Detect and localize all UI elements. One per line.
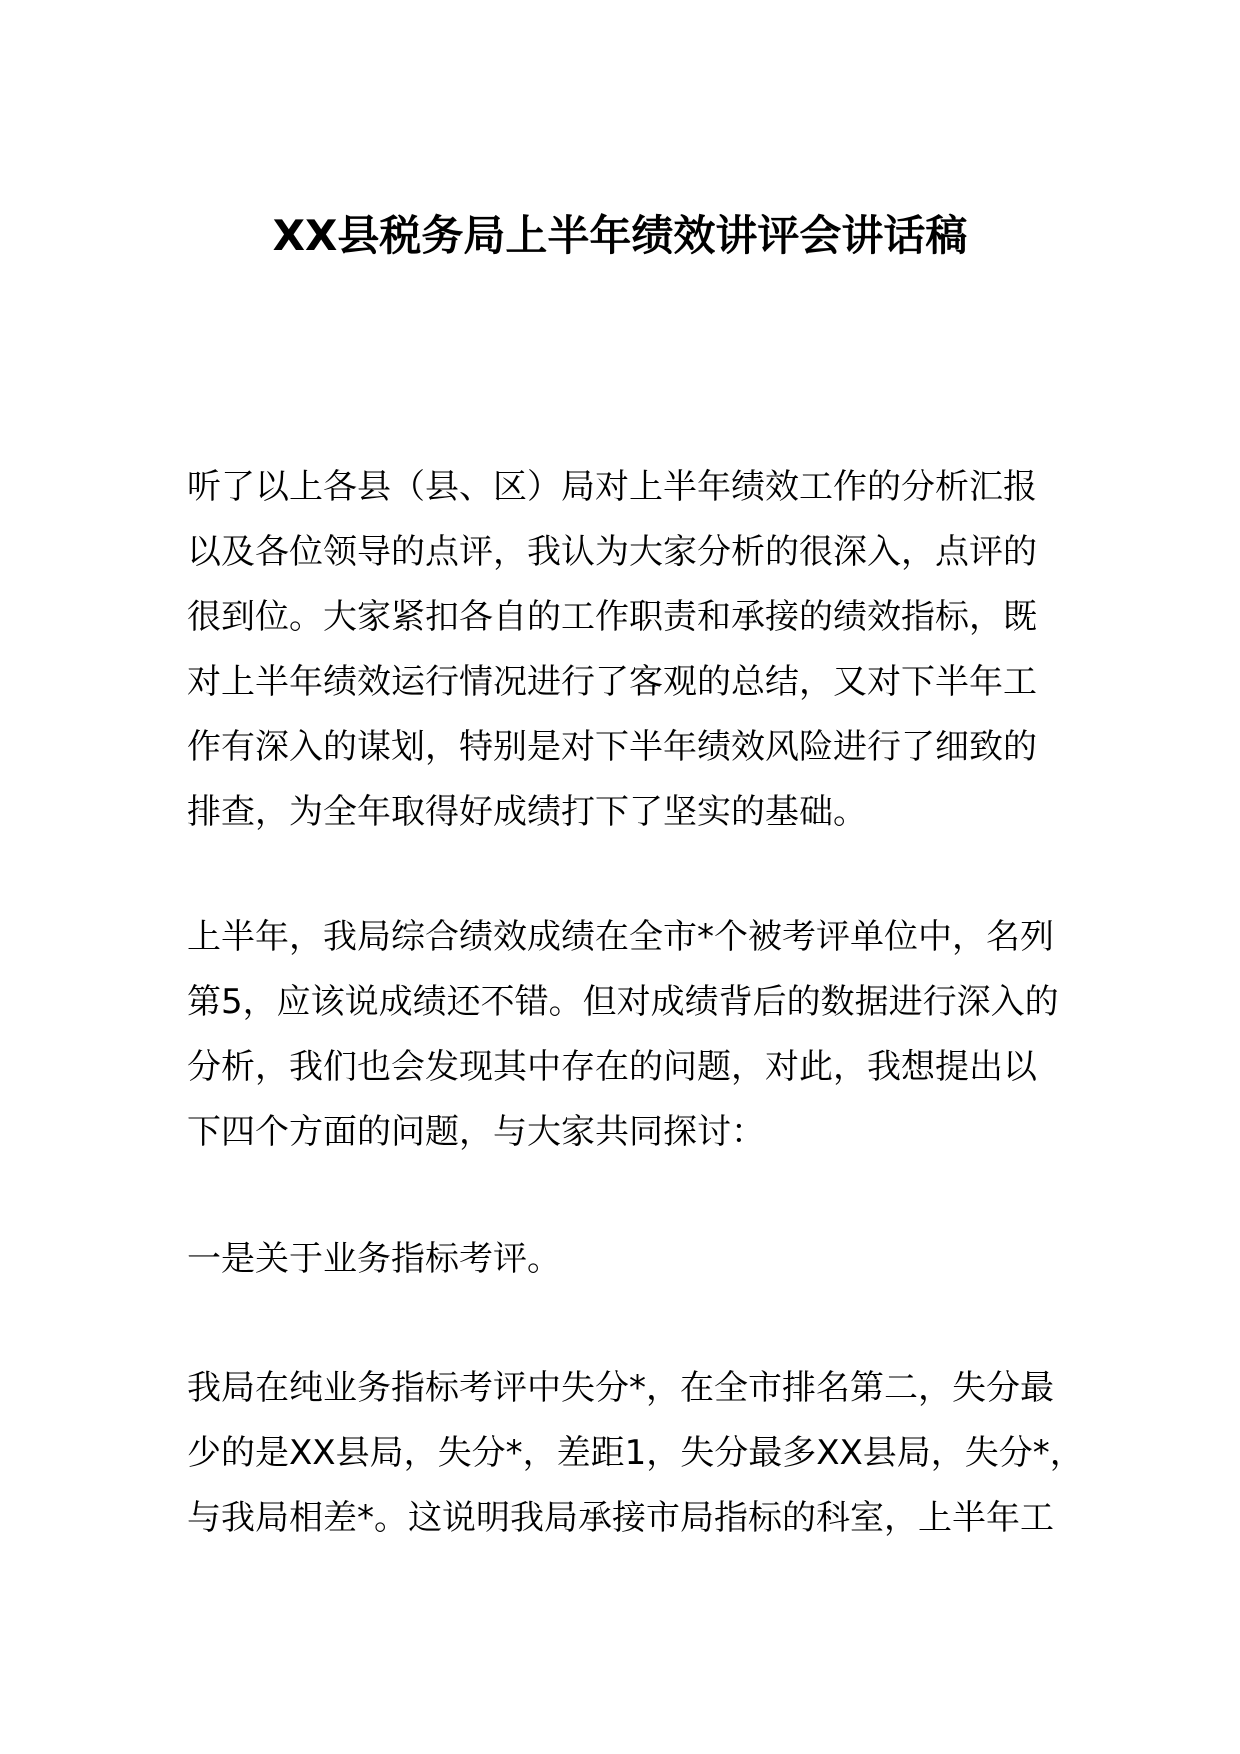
section-heading (187, 1227, 1067, 1292)
paragraph-line: 上半年，我局综合绩效成绩在全市*个被考评单位中，名列 (187, 917, 1054, 957)
paragraph-line: 下四个方面的问题，与大家共同探讨： (187, 1112, 765, 1152)
paragraph-line: 以及各位领导的点评，我认为大家分析的很深入，点评的 (187, 532, 1037, 572)
paragraph-2 (187, 905, 1067, 1165)
paragraph-line: 对上半年绩效运行情况进行了客观的总结，又对下半年工 (187, 662, 1037, 702)
paragraph-line: 我局在纯业务指标考评中失分*，在全市排名第二，失分最 (187, 1368, 1054, 1408)
paragraph-4 (187, 1356, 1084, 1551)
paragraph-line: 作有深入的谋划，特别是对下半年绩效风险进行了细致的 (187, 727, 1037, 767)
paragraph-line: 听了以上各县（县、区）局对上半年绩效工作的分析汇报 (187, 467, 1037, 507)
paragraph-line: 一是关于业务指标考评。 (187, 1239, 561, 1279)
paragraph-line: 第5，应该说成绩还不错。但对成绩背后的数据进行深入的 (187, 982, 1059, 1022)
paragraph-line: 与我局相差*。这说明我局承接市局指标的科室，上半年工 (187, 1498, 1054, 1538)
paragraph-line: 少的是XX县局，失分*，差距1，失分最多XX县局，失分*， (187, 1433, 1084, 1473)
paragraph-1 (187, 455, 1067, 845)
document-title: XX县税务局上半年绩效讲评会讲话稿 (272, 211, 968, 260)
paragraph-line: 很到位。大家紧扣各自的工作职责和承接的绩效指标，既 (187, 597, 1037, 637)
paragraph-line: 排查，为全年取得好成绩打下了坚实的基础。 (187, 792, 867, 832)
paragraph-line: 分析，我们也会发现其中存在的问题，对此，我想提出以 (187, 1047, 1037, 1087)
